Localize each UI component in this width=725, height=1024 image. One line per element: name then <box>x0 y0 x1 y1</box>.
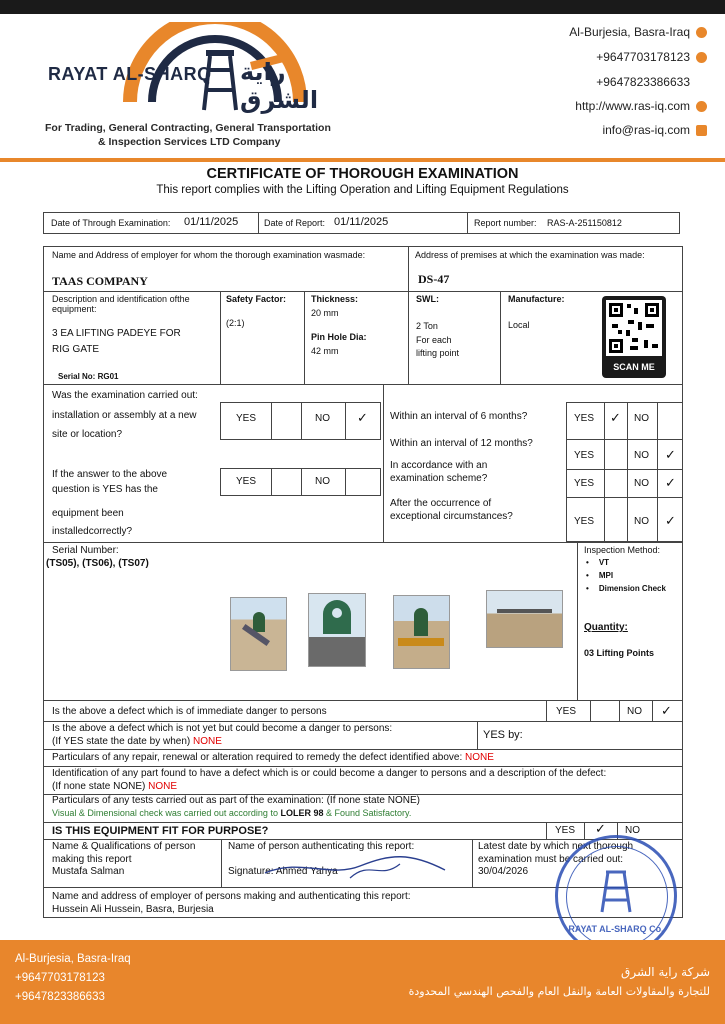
equipment-desc-line2: RIG GATE <box>52 344 100 355</box>
q2-no-label: NO <box>315 476 330 487</box>
q1-line2: installation or assembly at a new <box>52 410 197 421</box>
fit-for-purpose-question: IS THIS EQUIPMENT FIT FOR PURPOSE? <box>52 825 269 837</box>
yes-by-label: YES by: <box>483 729 523 741</box>
report-info-row <box>43 212 680 234</box>
top-bar <box>0 0 725 14</box>
equipment-desc-label: Description and identification ofthe equipment: <box>52 294 190 314</box>
phone-text-2: +9647823386633 <box>596 75 690 89</box>
contact-phone-2 <box>596 75 690 89</box>
defect-immediate-no-check[interactable]: ✓ <box>661 703 672 718</box>
q2-line1: If the answer to the above <box>52 469 168 480</box>
defect-immediate-yes: YES <box>556 706 577 717</box>
method-item: • MPI <box>586 571 614 580</box>
company-stamp <box>555 835 677 957</box>
swl-line2: For each <box>416 335 452 345</box>
equipment-desc-line1: 3 EA LIFTING PADEYE FOR <box>52 328 181 339</box>
scheme-question-2: examination scheme? <box>390 473 488 484</box>
r3-no-check[interactable]: ✓ <box>665 475 676 490</box>
r1-yes: YES <box>574 413 595 424</box>
thickness-label: Thickness: <box>311 294 359 304</box>
inspection-method-label: Inspection Method: <box>584 545 661 555</box>
defect-identification-line2: (If none state NONE) NONE <box>52 781 178 792</box>
exam-date-value: 01/11/2025 <box>184 216 239 228</box>
serial-number-value: (TS05), (TS06), (TS07) <box>46 558 149 569</box>
footer-phone-1: +9647703178123 <box>15 972 105 984</box>
interval-6-question: Within an interval of 6 months? <box>390 411 528 422</box>
company-tagline-2: & Inspection Services LTD Company <box>98 136 281 148</box>
address-text: Al-Burjesia, Basra-Iraq <box>569 25 690 39</box>
defect-immediate-question: Is the above a defect which is of immediate danger to persons <box>52 706 327 717</box>
contact-address <box>569 25 707 39</box>
tests-particulars: Particulars of any tests carried out as part of the examination: (If none state NONE) <box>52 795 420 806</box>
phone-text-1: +9647703178123 <box>596 50 690 64</box>
contact-website[interactable] <box>575 99 707 113</box>
inspection-method-list <box>586 558 666 597</box>
company-tagline-1: For Trading, General Contracting, General Transportation <box>45 122 331 134</box>
r3-yes: YES <box>574 478 595 489</box>
footer-company-ar: شركة راية الشرق <box>621 965 710 979</box>
signature-mark <box>260 848 450 884</box>
report-date-label: Date of Report: <box>264 218 326 228</box>
premises-label: Address of premises at which the examination was made: <box>415 250 645 260</box>
exam-date-label: Date of Through Examination: <box>51 218 171 228</box>
manufacture-label: Manufacture: <box>508 294 565 304</box>
authenticating-label: Name of person authenticating this report: <box>228 841 415 852</box>
footer-tagline-ar: للتجارة والمقاولات العامة والنقل العام والفحص الهندسي المحدودة <box>408 985 710 998</box>
safety-factor-label: Safety Factor: <box>226 294 287 304</box>
company-name-ar: راية الشرق <box>240 58 319 114</box>
inspection-photo-1 <box>230 597 287 671</box>
swl-line1: 2 Ton <box>416 321 438 331</box>
email-icon <box>696 125 707 136</box>
r2-no-check[interactable]: ✓ <box>665 447 676 462</box>
employer-persons-label: Name and address of employer of persons making and authenticating this report: <box>52 891 411 902</box>
q1-line1: Was the examination carried out: <box>52 390 198 401</box>
inspection-photo-2 <box>308 593 366 667</box>
q1-no-label: NO <box>315 413 330 424</box>
exceptional-question-1: After the occurrence of <box>390 498 492 509</box>
qualifications-label-2: making this report <box>52 854 132 865</box>
r4-no-check[interactable]: ✓ <box>665 513 676 528</box>
premises-value: DS-47 <box>418 272 450 286</box>
footer-phone-2: +9647823386633 <box>15 991 105 1003</box>
q1-yes-label: YES <box>236 413 257 424</box>
qualifications-label-1: Name & Qualifications of person <box>52 841 196 852</box>
page-title: CERTIFICATE OF THOROUGH EXAMINATION <box>206 166 519 182</box>
interval-answers-grid <box>566 402 683 542</box>
qr-code-icon <box>606 300 662 356</box>
fit-yes-check[interactable]: ✓ <box>595 821 606 836</box>
employer-value: TAAS COMPANY <box>52 274 148 288</box>
page-subtitle: This report complies with the Lifting Operation and Lifting Equipment Regulations <box>156 184 569 196</box>
header-divider <box>0 158 725 162</box>
phone-icon <box>696 52 707 63</box>
tests-note: Visual & Dimensional check was carried out according to LOLER 98 & Found Satisfactory. <box>52 808 412 818</box>
latest-date-value: 30/04/2026 <box>478 866 529 877</box>
authenticating-value: Signature: Ahmed Yahya <box>228 866 338 877</box>
scan-me-label: SCAN ME <box>613 362 655 372</box>
q2-answer-box <box>220 468 381 496</box>
stamp-text: RAYAT AL-SHARQ Co. <box>568 924 664 934</box>
method-item: • Dimension Check <box>586 584 666 593</box>
company-logo <box>40 22 370 157</box>
swl-line3: lifting point <box>416 348 460 358</box>
q2-line2: question is YES has the <box>52 484 158 495</box>
footer-address: Al-Burjesia, Basra-Iraq <box>15 953 131 965</box>
exceptional-question-2: exceptional circumstances? <box>390 511 513 522</box>
q2-yes-label: YES <box>236 476 257 487</box>
pin-hole-value: 42 mm <box>311 346 339 356</box>
employer-persons-value: Hussein Ali Hussein, Basra, Burjesia <box>52 904 214 915</box>
swl-label: SWL: <box>416 294 439 304</box>
q1-line3: site or location? <box>52 429 123 440</box>
r2-no: NO <box>634 450 649 461</box>
company-name-en: RAYAT AL-SHARQ <box>48 64 212 84</box>
fit-no: NO <box>625 825 640 836</box>
interval-12-question: Within an interval of 12 months? <box>390 438 533 449</box>
globe-icon <box>696 101 707 112</box>
location-pin-icon <box>696 27 707 38</box>
defect-future-question: Is the above a defect which is not yet but could become a danger to persons: <box>52 723 393 734</box>
contact-phone-1 <box>596 50 707 64</box>
report-number-value: RAS-A-251150812 <box>547 218 622 228</box>
latest-date-label-1: Latest date by which next thorough <box>478 841 634 852</box>
q1-no-check[interactable]: ✓ <box>357 410 368 425</box>
thickness-value: 20 mm <box>311 308 339 318</box>
r1-no: NO <box>634 413 649 424</box>
safety-factor-value: (2:1) <box>226 318 245 328</box>
r1-yes-check[interactable]: ✓ <box>610 410 621 425</box>
quantity-value: 03 Lifting Points <box>584 648 655 658</box>
report-number-label: Report number: <box>474 218 537 228</box>
serial-number-label: Serial Number: <box>52 545 119 556</box>
inspection-photo-3 <box>393 595 450 669</box>
defect-immediate-no: NO <box>627 706 642 717</box>
stamp-rig-icon <box>596 868 636 916</box>
r4-yes: YES <box>574 516 595 527</box>
q2-line4: installedcorrectly? <box>52 526 133 537</box>
qualifications-value: Mustafa Salman <box>52 866 125 877</box>
employer-label: Name and Address of employer for whom the thorough examination wasmade: <box>52 250 366 260</box>
pin-hole-label: Pin Hole Dia: <box>311 332 367 342</box>
q1-answer-box <box>220 402 381 440</box>
repair-particulars: Particulars of any repair, renewal or alteration required to remedy the defect identified above: NONE <box>52 752 494 763</box>
inspection-photo-4 <box>486 590 563 648</box>
r3-no: NO <box>634 478 649 489</box>
manufacture-value: Local <box>508 320 530 330</box>
q2-line3: equipment been <box>52 508 124 519</box>
equipment-serial: Serial No: RG01 <box>58 372 119 381</box>
qr-code-badge[interactable] <box>602 296 666 378</box>
scheme-question-1: In accordance with an <box>390 460 488 471</box>
r2-yes: YES <box>574 450 595 461</box>
website-link[interactable]: http://www.ras-iq.com <box>575 99 690 113</box>
method-item: • VT <box>586 558 610 567</box>
contact-email[interactable] <box>602 123 707 137</box>
r4-no: NO <box>634 516 649 527</box>
latest-date-label-2: examination must be carried out: <box>478 854 624 865</box>
quantity-label: Quantity: <box>584 622 628 633</box>
report-date-value: 01/11/2025 <box>334 216 389 228</box>
email-link[interactable]: info@ras-iq.com <box>602 123 690 137</box>
defect-future-line2: (If YES state the date by when) NONE <box>52 736 222 747</box>
defect-identification: Identification of any part found to have a defect which is or could become a danger to persons and a description of the defect: <box>52 768 607 779</box>
fit-yes: YES <box>555 825 576 836</box>
